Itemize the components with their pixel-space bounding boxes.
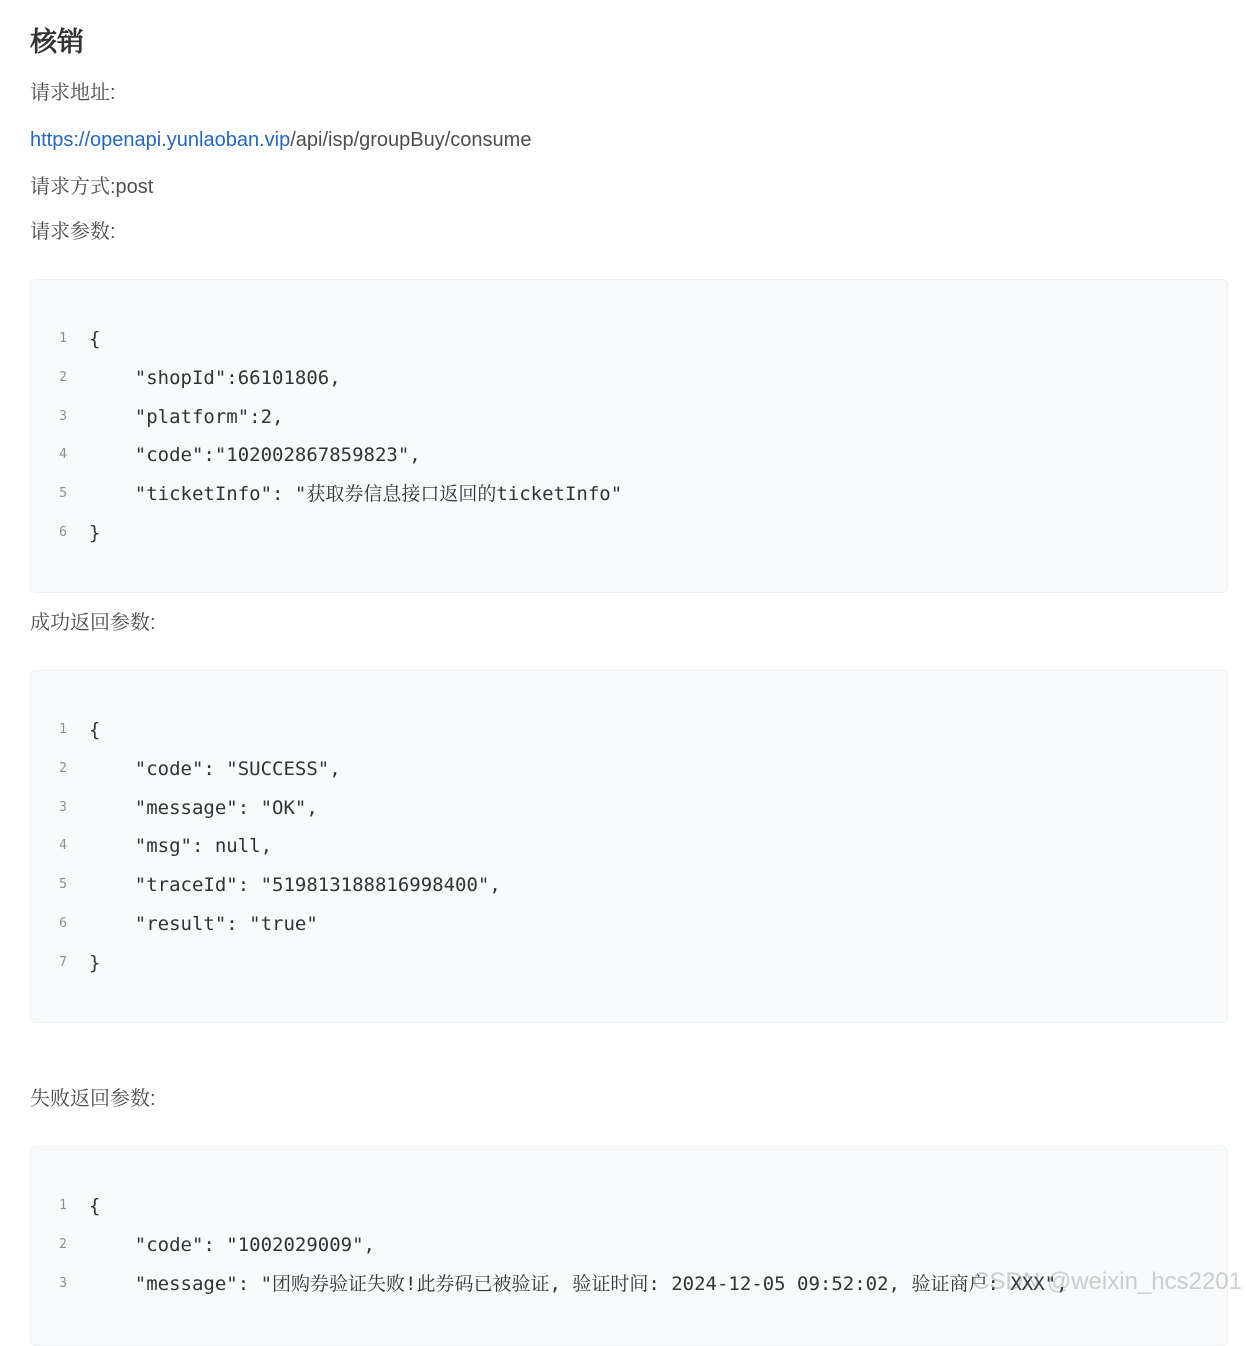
code-text: "code": "1002029009", [89, 1233, 375, 1256]
code-text: "platform":2, [89, 405, 284, 428]
request-method: 请求方式:post [30, 176, 154, 198]
request-url-path: /api/isp/groupBuy/consume [290, 129, 532, 151]
line-number: 1 [59, 331, 67, 346]
line-number: 2 [59, 369, 67, 385]
fail-code-block [30, 1146, 1228, 1346]
success-code-block [30, 670, 1228, 1023]
code-text: "code": "SUCCESS", [89, 757, 341, 780]
line-number: 6 [59, 525, 67, 540]
request-url-link[interactable]: https://openapi.yunlaoban.vip [30, 129, 291, 151]
request-url [30, 125, 531, 155]
line-number: 6 [59, 916, 67, 931]
code-text: { [89, 328, 101, 350]
line-number: 1 [59, 722, 67, 737]
line-number: 2 [59, 760, 67, 776]
section-title: 核销 [30, 27, 84, 57]
code-text: "message": "OK", [89, 796, 318, 819]
line-number: 5 [59, 877, 67, 893]
code-text: "shopId":66101806, [89, 366, 341, 389]
request-params-label: 请求参数: [30, 221, 116, 243]
code-text: "result": "true" [89, 913, 318, 935]
code-text: "msg": null, [89, 835, 273, 858]
code-text: "message": "团购券验证失败!此券码已被验证, 验证时间: 2024-12-05 09:52:02, 验证商户: XXX", [89, 1272, 1068, 1295]
request-address-label: 请求地址: [30, 82, 116, 104]
watermark: CSDN @weixin_hcs2201 [972, 1268, 1242, 1295]
success-response-label: 成功返回参数: [30, 612, 156, 634]
line-number: 3 [59, 408, 67, 424]
line-number: 7 [59, 954, 67, 970]
fail-response-label: 失败返回参数: [30, 1088, 156, 1110]
code-text: } [89, 522, 101, 544]
code-text: "ticketInfo": "获取券信息接口返回的ticketInfo" [89, 483, 623, 506]
line-number: 3 [59, 1275, 67, 1291]
line-number: 4 [59, 447, 67, 463]
line-number: 2 [59, 1236, 67, 1252]
code-text: { [89, 719, 101, 741]
code-text: { [89, 1195, 101, 1217]
line-number: 3 [59, 799, 67, 815]
code-text: } [89, 951, 101, 974]
line-number: 4 [59, 838, 67, 854]
line-number: 5 [59, 486, 67, 502]
line-number: 1 [59, 1198, 67, 1213]
request-code-block [30, 279, 1228, 593]
code-text: "traceId": "519813188816998400", [89, 874, 501, 897]
code-text: "code":"102002867859823", [89, 444, 421, 467]
